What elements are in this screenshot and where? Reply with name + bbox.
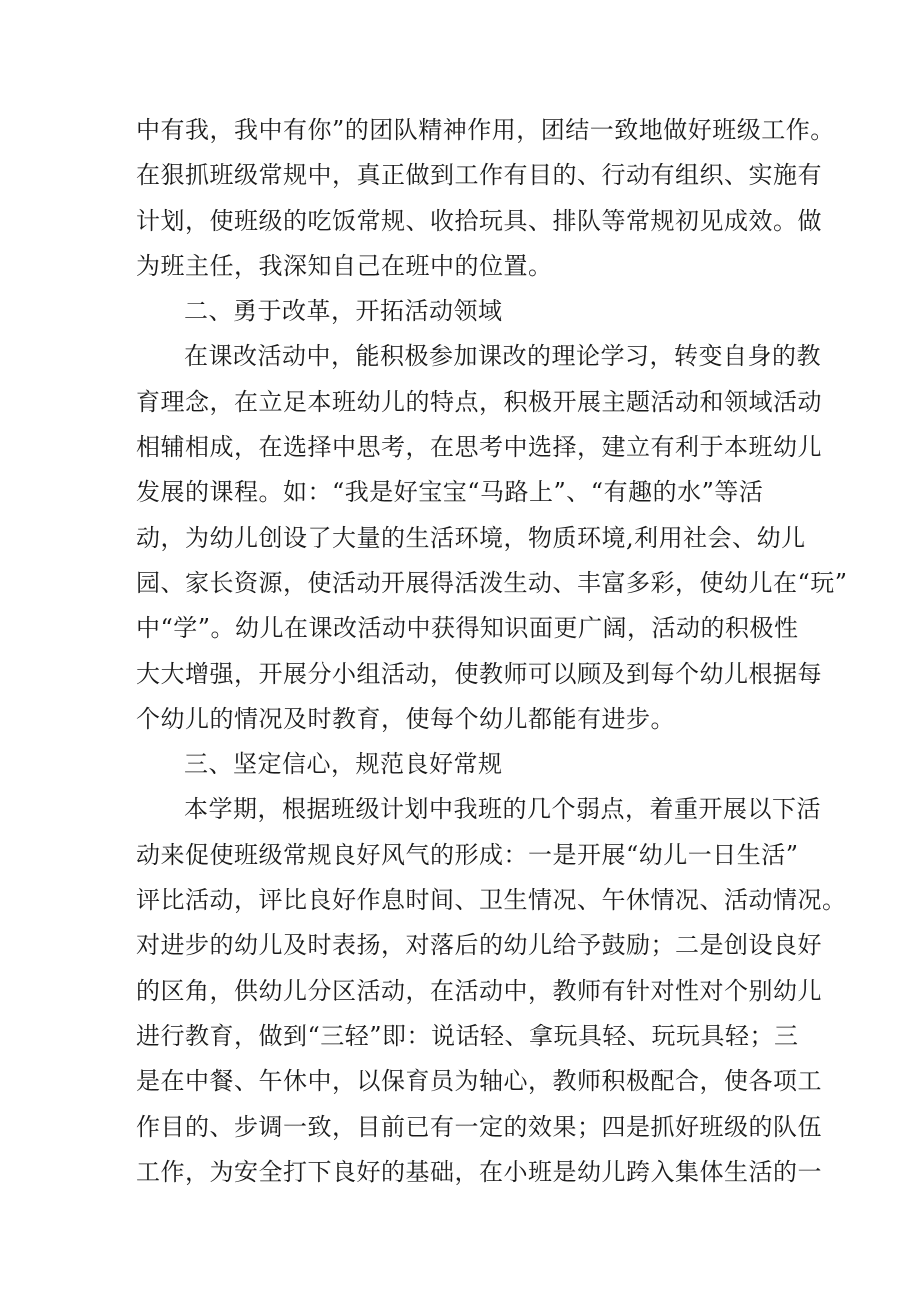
paragraph-line: 动，为幼儿创设了大量的生活环境，物质环境,利用社会、幼儿 [136,523,806,552]
paragraph-line: 相辅相成，在选择中思考，在思考中选择，建立有利于本班幼儿 [136,433,822,462]
paragraph-line: 中有我，我中有你”的团队精神作用，团结一致地做好班级工作。 [136,116,835,144]
paragraph-line: 在课改活动中，能积极参加课改的理论学习，转变自身的教 [184,342,821,371]
paragraph-line: 大大增强，开展分小组活动，使教师可以顾及到每个幼儿根据每 [136,659,822,688]
paragraph-line: 对进步的幼儿及时表扬，对落后的幼儿给予鼓励；二是创设良好 [136,931,822,960]
paragraph-line: 园、家长资源，使活动开展得活泼生动、丰富多彩，使幼儿在“玩” [136,568,848,597]
paragraph-line: 作目的、步调一致，目前已有一定的效果；四是抓好班级的队伍 [136,1112,822,1141]
paragraph-line: 的区角，供幼儿分区活动，在活动中，教师有针对性对个别幼儿 [136,976,822,1005]
paragraph-line: 为班主任，我深知自己在班中的位置。 [136,251,553,280]
section-heading: 二、勇于改革，开拓活动领域 [184,297,503,326]
section-heading: 三、坚定信心，规范良好常规 [184,750,503,779]
paragraph-line: 是在中餐、午休中，以保育员为轴心，教师积极配合，使各项工 [136,1067,822,1096]
paragraph-line: 育理念，在立足本班幼儿的特点，积极开展主题活动和领域活动 [136,387,822,416]
document-body [136,108,848,1195]
paragraph-line: 进行教育，做到“三轻”即：说话轻、拿玩具轻、玩玩具轻；三 [136,1021,799,1050]
paragraph-line: 评比活动，评比良好作息时间、卫生情况、午休情况、活动情况。 [136,886,847,915]
paragraph-line: 计划，使班级的吃饭常规、收拾玩具、排队等常规初见成效。做 [136,206,822,235]
paragraph-line: 中“学”。幼儿在课改活动中获得知识面更广阔，活动的积极性 [136,614,799,643]
paragraph-line: 发展的课程。如：“我是好宝宝“马路上”、“有趣的水”等活 [136,478,764,507]
paragraph-line: 个幼儿的情况及时教育，使每个幼儿都能有进步。 [136,704,675,733]
paragraph-line: 本学期，根据班级计划中我班的几个弱点，着重开展以下活 [184,795,821,824]
paragraph-line: 动来促使班级常规良好风气的形成：一是开展“幼儿一日生活” [136,840,799,869]
paragraph-line: 工作，为安全打下良好的基础，在小班是幼儿跨入集体生活的一 [136,1157,822,1186]
paragraph-line: 在狠抓班级常规中，真正做到工作有目的、行动有组织、实施有 [136,161,822,190]
